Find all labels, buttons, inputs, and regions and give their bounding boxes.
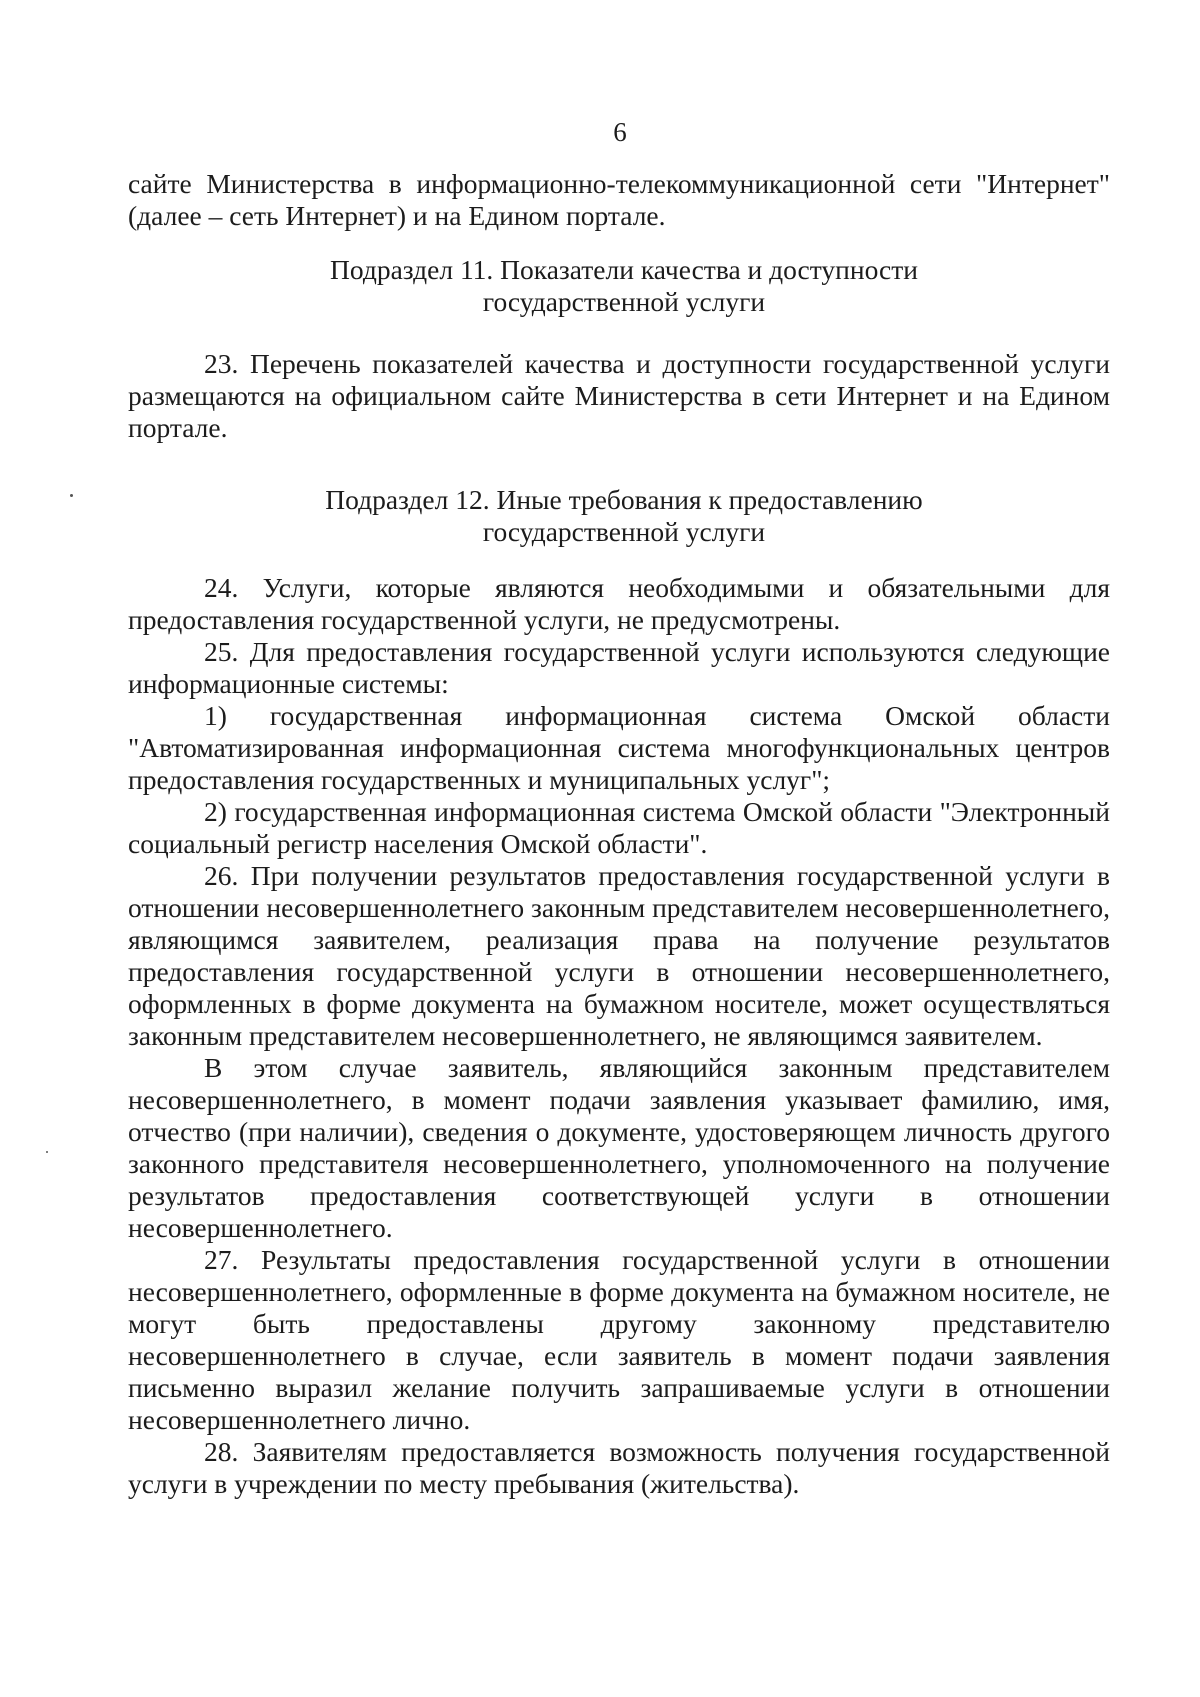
paragraph-26: 26. При получении результатов предоставления государственной услуги в отношении несовершеннолетнего законным представителем несовершеннолетнего, являющимся заявителем, реализация права на получение результатов предоставления государственной услуги в отношении несовершеннолетнего, оформленных в форме документа на бумажном носителе, может осуществляться законным представителем несовершеннолетнего, не являющимся заявителем.	[128, 860, 1110, 1051]
paragraph-24: 24. Услуги, которые являются необходимыми и обязательными для предоставления государственной услуги, не предусмотрены.	[128, 572, 1110, 635]
subsection-11-line1: Подраздел 11. Показатели качества и доступности	[330, 254, 918, 285]
scan-artifact-dot	[46, 1151, 48, 1153]
paragraph-25: 25. Для предоставления государственной услуги используются следующие информационные системы:	[128, 636, 1110, 699]
paragraph-27: 27. Результаты предоставления государственной услуги в отношении несовершеннолетнего, оформленные в форме документа на бумажном носителе, не могут быть предоставлены другому законному представителю несовершеннолетнего в случае, если заявитель в момент подачи заявления письменно выразил желание получить запрашиваемые услуги в отношении несовершеннолетнего лично.	[128, 1244, 1110, 1435]
paragraph-28: 28. Заявителям предоставляется возможность получения государственной услуги в учреждении по месту пребывания (жительства).	[128, 1436, 1110, 1499]
paragraph-25-item-2: 2) государственная информационная система Омской области "Электронный социальный регистр населения Омской области".	[128, 796, 1110, 859]
intro-paragraph: сайте Министерства в информационно-телекоммуникационной сети "Интернет" (далее – сеть Интернет) и на Едином портале.	[128, 168, 1110, 231]
subsection-11-line2: государственной услуги	[482, 286, 766, 317]
paragraph-26-continuation: В этом случае заявитель, являющийся законным представителем несовершеннолетнего, в момент подачи заявления указывает фамилию, имя, отчество (при наличии), сведения о документе, удостоверяющем личность другого законного представителя несовершеннолетнего, уполномоченного на получение результатов предоставления соответствующей услуги в отношении несовершеннолетнего.	[128, 1052, 1110, 1243]
subsection-12-line1: Подраздел 12. Иные требования к предоставлению	[325, 484, 923, 515]
page-number: 6	[613, 117, 627, 147]
subsection-11-heading	[128, 254, 1110, 318]
scan-artifact-dot	[70, 494, 73, 497]
subsection-12-line2: государственной услуги	[482, 516, 766, 547]
paragraph-25-item-1: 1) государственная информационная система Омской области "Автоматизированная информационная система многофункциональных центров предоставления государственных и муниципальных услуг";	[128, 700, 1110, 795]
paragraph-23: 23. Перечень показателей качества и доступности государственной услуги размещаются на официальном сайте Министерства в сети Интернет и на Едином портале.	[128, 348, 1110, 443]
document-body	[128, 168, 1110, 1500]
subsection-12-heading	[128, 484, 1110, 548]
